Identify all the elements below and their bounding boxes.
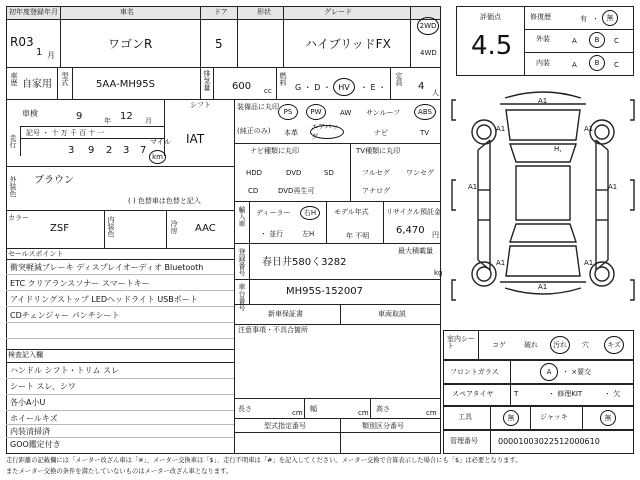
equipment-airbag-circled: エアバッグ	[310, 125, 344, 139]
max-load-label: 最大積載量	[398, 247, 433, 255]
color-no-label: カラー	[8, 214, 29, 222]
equipment-leather: 本革	[284, 129, 298, 137]
mileage-digit: 2	[106, 145, 113, 156]
dim-height-label: 高さ	[376, 405, 390, 413]
score-value: 4.5	[471, 31, 513, 61]
usage-value: 自家用	[22, 79, 52, 90]
footer-note-1: 走行距離の記載欄には「メーター改ざん車は「※」、メーター交換車は「$」、走行不明車は「#」を記入してください。メーター交換で合算表示した場合にも「$」は必要となります。	[6, 457, 522, 464]
dim-length-unit: cm	[292, 409, 303, 417]
interior-color-label: 内装色	[107, 216, 115, 237]
recycle-label: リサイクル預託金	[386, 208, 442, 216]
interior-sheet-tear: 破れ	[524, 341, 538, 349]
ac-label: 冷房	[170, 220, 178, 234]
equipment-ps-circled: PS	[278, 104, 298, 120]
int-grade-label: 内装	[536, 59, 550, 67]
control-no-label: 管理番号	[450, 437, 478, 445]
inspector-note-line: シート スレ、シワ	[10, 382, 76, 391]
spare-tire-label: スペアタイヤ	[452, 390, 494, 398]
sales-points-label: セールスポイント	[8, 250, 64, 258]
drive-2wd-circled: 2WD	[417, 17, 439, 35]
int-grade-a: A	[572, 61, 577, 69]
equipment-aw: AW	[340, 109, 352, 117]
sales-point-line: アイドリングストップ LEDヘッドライト USBポート	[10, 295, 198, 304]
tv-oneseg: ワンセグ	[406, 169, 434, 177]
car-damage-diagram	[450, 80, 636, 320]
import-left: 左H	[302, 230, 315, 238]
color-no-value: ZSF	[50, 223, 69, 234]
exterior-label: 外装色	[9, 176, 17, 197]
equipment-tv: TV	[420, 129, 430, 137]
recycle-value: 6,470	[396, 225, 425, 236]
tools-label: 工具	[458, 413, 472, 421]
equipment-pw-circled: PW	[306, 104, 326, 120]
jack-label: ジャッキ	[540, 413, 568, 421]
inspection-label: 車検	[22, 109, 38, 118]
equipment-sub-label: (純正のみ)	[237, 127, 271, 135]
repair-none-circled: 無	[602, 10, 618, 26]
grade-label: グレード	[324, 8, 352, 16]
dim-width-label: 幅	[310, 405, 317, 413]
class-label: 類別区分番号	[362, 422, 404, 430]
dim-length-label: 長さ	[238, 405, 252, 413]
navi-dvd: DVD	[286, 169, 302, 177]
sales-point-line: CDチェンジャー パンチシート	[10, 311, 120, 320]
month-value: 1	[36, 47, 43, 58]
warranty-manual: 車両取説	[378, 310, 406, 318]
tools-none-circled: 無	[503, 410, 519, 426]
int-grade-c: C	[614, 61, 619, 69]
fuel-rest: ・ E ・	[360, 83, 387, 92]
dim-width-unit: cm	[358, 409, 369, 417]
equipment-label: 装備品に丸印	[237, 103, 279, 111]
notes-label: 注意事項・不具合箇所	[238, 326, 308, 334]
equipment-abs-circled: ABS	[414, 104, 436, 120]
jack-none-circled: 無	[600, 410, 616, 426]
tv-analog: アナログ	[362, 187, 390, 195]
damage-mark: A1	[496, 259, 506, 267]
spare-tire-missing: ・ 欠	[604, 390, 621, 398]
fuel-label: 燃料	[279, 72, 287, 86]
front-glass-a-circled: A	[540, 363, 558, 381]
mileage-digit: 7	[140, 145, 147, 156]
first-reg-value: R03	[10, 35, 34, 49]
navi-hdd: HDD	[246, 169, 263, 177]
ext-grade-c: C	[614, 37, 619, 45]
model-value: 5AA-MH95S	[96, 79, 155, 90]
ext-grade-label: 外装	[536, 35, 550, 43]
repair-sep: ・	[592, 15, 599, 23]
damage-mark: A1	[584, 125, 594, 133]
damage-mark: A1	[538, 97, 548, 105]
mileage-unit-mile: マイル	[150, 138, 171, 146]
mileage-digit: 3	[123, 145, 130, 156]
import-label: 輸入車	[238, 206, 246, 227]
recycle-unit: 円	[432, 231, 439, 239]
score-label: 評価点	[480, 13, 501, 21]
max-load-unit: kg	[434, 269, 443, 277]
inspector-note-line: 各小A小U	[10, 398, 46, 407]
front-glass-rest: ・ ×要交	[562, 368, 592, 376]
displacement-label: 排気量	[203, 70, 211, 91]
inspector-note-line: GOO鑑定付き	[10, 440, 61, 449]
control-no-value: 00001003022512000610	[498, 437, 600, 446]
shift-value: IAT	[186, 132, 205, 146]
mileage-digit-header: 記号 ・ 十 万 千 百 十 一	[26, 129, 105, 137]
sales-point-line: ETC クリアランスソナー スマートキー	[10, 279, 150, 288]
damage-mark: A1	[584, 259, 594, 267]
ext-grade-a: A	[572, 37, 577, 45]
car-name-label: 車名	[120, 8, 134, 16]
exterior-note: ( ) 色替車は色替と記入	[128, 197, 201, 205]
tv-label: TV種類に丸印	[356, 147, 401, 155]
mileage-digit: 9	[88, 145, 95, 156]
chassis-label: 車台番号	[238, 283, 246, 311]
repair-have: 有	[580, 15, 587, 23]
door-label: ドア	[214, 8, 228, 16]
mileage-label: 走行	[9, 134, 17, 148]
import-right-circled: 右H	[300, 206, 320, 220]
import-dealer: ディーラー	[256, 209, 291, 217]
interior-sheet-label: 室内シート	[447, 335, 475, 350]
interior-sheet-dirt-circled: 汚れ	[550, 336, 570, 354]
interior-sheet-burn: コゲ	[492, 341, 506, 349]
damage-mark: A1	[468, 183, 478, 191]
navi-dvd-play: DVD再生可	[278, 187, 315, 195]
exterior-value: ブラウン	[34, 175, 74, 186]
car-name-value: ワゴンR	[108, 37, 153, 51]
fuel-hv-circled: HV	[333, 78, 355, 96]
footer-note-2: またメーター交換の条件を満たしていないものはメーター改ざん車となります。	[6, 468, 233, 475]
displacement-unit: cc	[264, 87, 272, 95]
grade-value: ハイブリッドFX	[305, 37, 391, 51]
interior-sheet-hole: 穴	[582, 341, 589, 349]
inspector-note-line: 内装清掃済	[10, 427, 50, 436]
damage-mark: A1	[538, 283, 548, 291]
shape-label: 形状	[257, 8, 271, 16]
spare-tire-t: T	[514, 390, 519, 398]
ext-grade-b-circled: B	[589, 32, 605, 48]
dim-height-unit: cm	[426, 409, 437, 417]
inspection-year-unit: 年	[104, 117, 111, 125]
navi-sd: SD	[324, 169, 334, 177]
int-grade-b-circled: B	[589, 55, 605, 71]
navi-label: ナビ種類に丸印	[250, 147, 299, 155]
spare-tire-kit: ・ 修理KIT	[548, 390, 583, 398]
equipment-sunroof: サンルーフ	[366, 109, 401, 117]
sales-point-line: 衝突軽減ブレーキ ディスプレイオーディオ Bluetooth	[10, 263, 204, 272]
import-parallel: ・ 並行	[260, 230, 284, 238]
shift-label: シフト	[190, 101, 211, 109]
inspector-note-line: ハンドル シフト・トリム スレ	[10, 366, 120, 375]
damage-mark: A1	[496, 125, 506, 133]
model-label: 型式	[61, 72, 69, 86]
ac-value: AAC	[195, 223, 216, 234]
mileage-unit-km-circled: km	[149, 150, 166, 164]
tv-fullseg: フルセグ	[362, 169, 390, 177]
inspection-year: 9	[76, 111, 83, 122]
capacity-unit: 人	[432, 89, 439, 97]
plate-value: 春日井580く3282	[262, 257, 347, 268]
model-year-label: モデル年式	[334, 208, 369, 216]
navi-cd: CD	[248, 187, 259, 195]
displacement-value: 600	[232, 81, 252, 92]
usage-label: 車歴	[10, 72, 18, 86]
door-value: 5	[215, 37, 223, 51]
damage-mark: A1	[608, 183, 618, 191]
type-designation-label: 型式指定番号	[264, 422, 306, 430]
warranty-new-car: 新車保証書	[268, 310, 303, 318]
inspector-note-line: ホイールキズ	[10, 414, 58, 423]
inspection-month: 12	[120, 111, 133, 122]
capacity-value: 4	[418, 81, 425, 92]
month-unit: 月	[47, 51, 55, 60]
fuel-options: G ・ D ・	[295, 83, 331, 92]
capacity-label: 定員	[395, 72, 403, 86]
plate-label: 登録番号	[238, 248, 246, 276]
inspection-month-unit: 月	[145, 117, 152, 125]
model-year-value: 年 不明	[346, 232, 370, 240]
repair-label: 修復歴	[530, 13, 551, 21]
inspector-notes-label: 検査記入欄	[8, 351, 43, 359]
first-reg-label: 初年度登録年月	[9, 8, 58, 16]
equipment-navi: ナビ	[374, 129, 388, 137]
damage-mark: H,	[554, 145, 562, 153]
mileage-digit: 3	[68, 145, 75, 156]
front-glass-label: フロントガラス	[450, 368, 499, 376]
chassis-value: MH95S-152007	[286, 286, 364, 297]
drive-4wd: 4WD	[420, 49, 437, 57]
interior-sheet-scratch-circled: キズ	[604, 336, 624, 354]
